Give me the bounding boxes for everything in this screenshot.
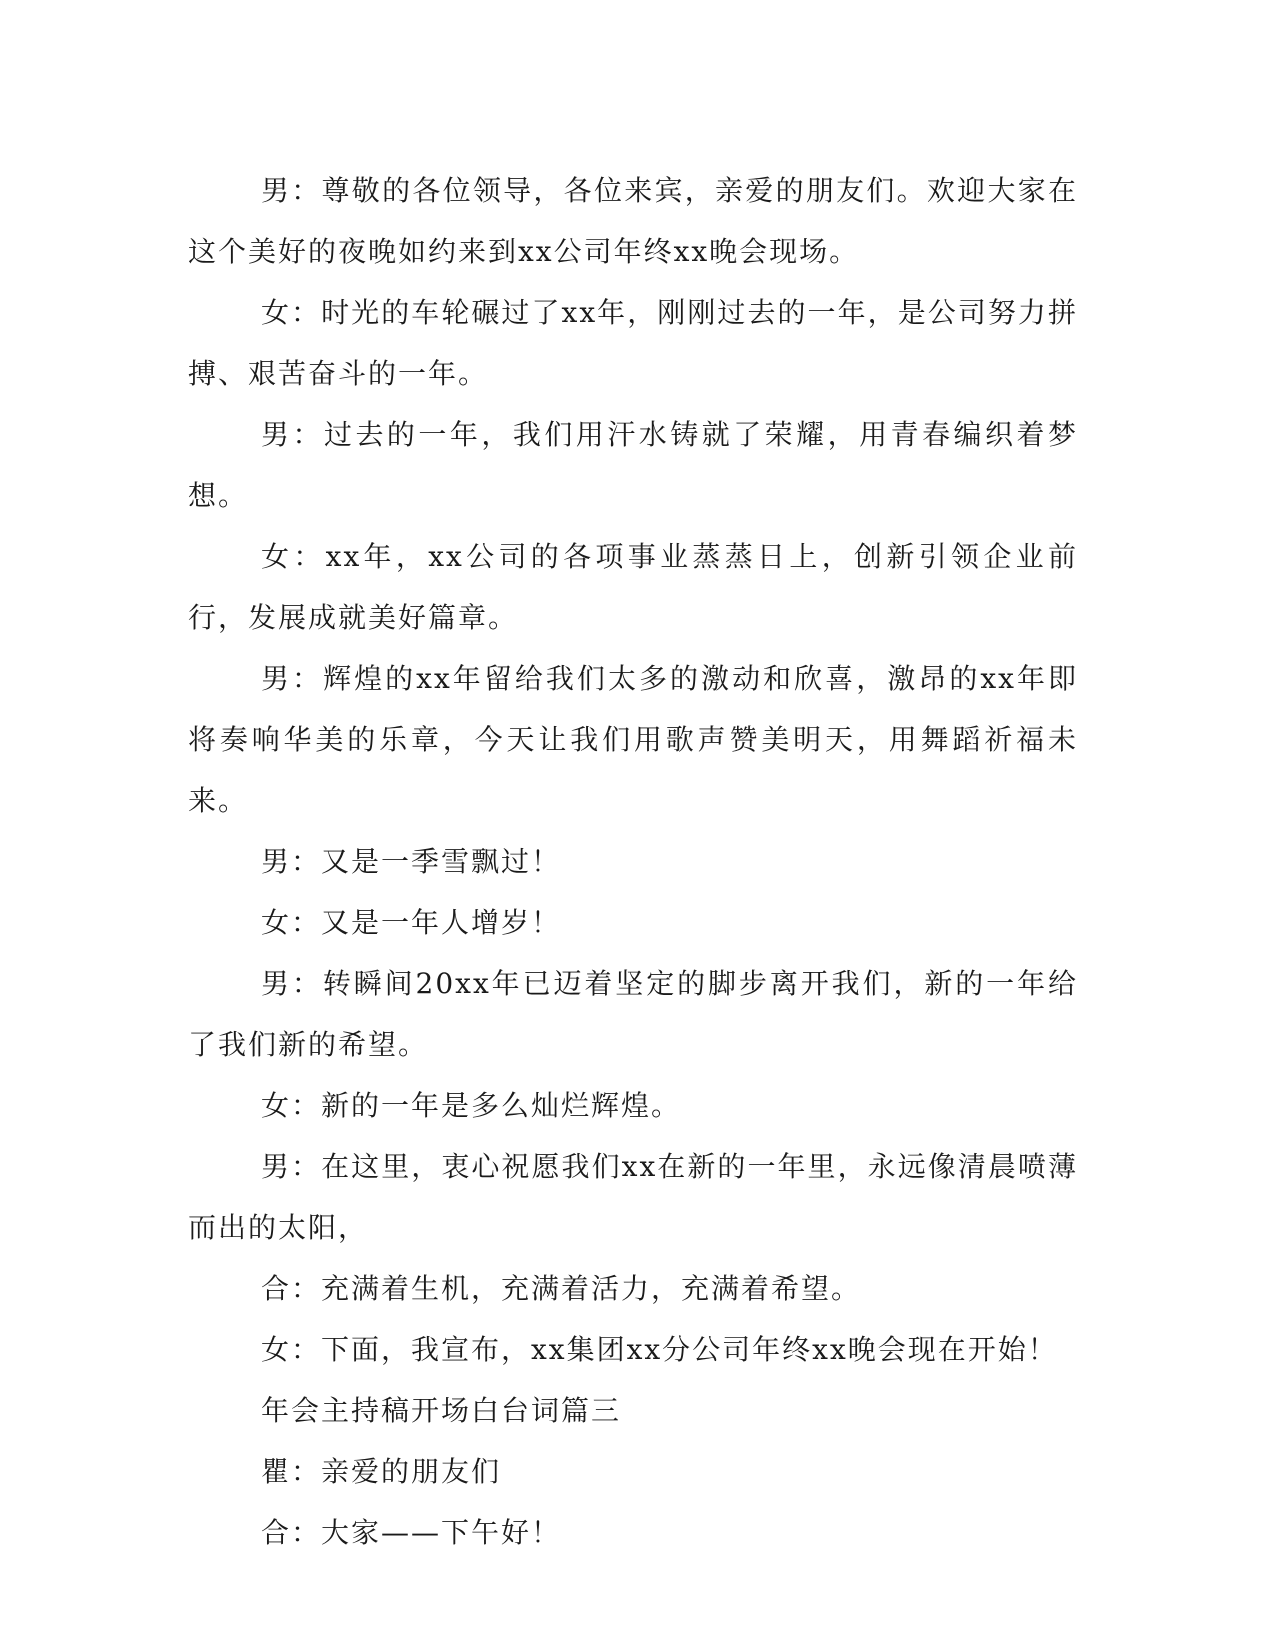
- paragraph: 男：尊敬的各位领导，各位来宾，亲爱的朋友们。欢迎大家在这个美好的夜晚如约来到xx公司年终xx晚会现场。: [188, 174, 1078, 268]
- document-body: [188, 160, 1078, 1563]
- paragraph: 女：时光的车轮碾过了xx年，刚刚过去的一年，是公司努力拼搏、艰苦奋斗的一年。: [188, 296, 1078, 390]
- paragraph: 男：在这里，衷心祝愿我们xx在新的一年里，永远像清晨喷薄而出的太阳，: [188, 1150, 1078, 1244]
- paragraph: 女：新的一年是多么灿烂辉煌。: [261, 1089, 682, 1122]
- paragraph: 合：充满着生机，充满着活力，充满着希望。: [261, 1272, 862, 1305]
- paragraph: 男：过去的一年，我们用汗水铸就了荣耀，用青春编织着梦想。: [188, 418, 1078, 512]
- paragraph: 女：下面，我宣布，xx集团xx分公司年终xx晚会现在开始！: [261, 1333, 1058, 1366]
- paragraph: 女：xx年，xx公司的各项事业蒸蒸日上，创新引领企业前行，发展成就美好篇章。: [188, 540, 1078, 634]
- paragraph: 男：辉煌的xx年留给我们太多的激动和欣喜，激昂的xx年即将奏响华美的乐章，今天让我们用歌声赞美明天，用舞蹈祈福未来。: [188, 662, 1078, 817]
- paragraph: 男：又是一季雪飘过！: [261, 845, 562, 878]
- paragraph: 瞿：亲爱的朋友们: [261, 1455, 502, 1488]
- paragraph: 女：又是一年人增岁！: [261, 906, 562, 939]
- section-heading: 年会主持稿开场白台词篇三: [261, 1394, 622, 1427]
- paragraph: 合：大家——下午好！: [261, 1516, 562, 1549]
- paragraph: 男：转瞬间20xx年已迈着坚定的脚步离开我们，新的一年给了我们新的希望。: [188, 967, 1078, 1061]
